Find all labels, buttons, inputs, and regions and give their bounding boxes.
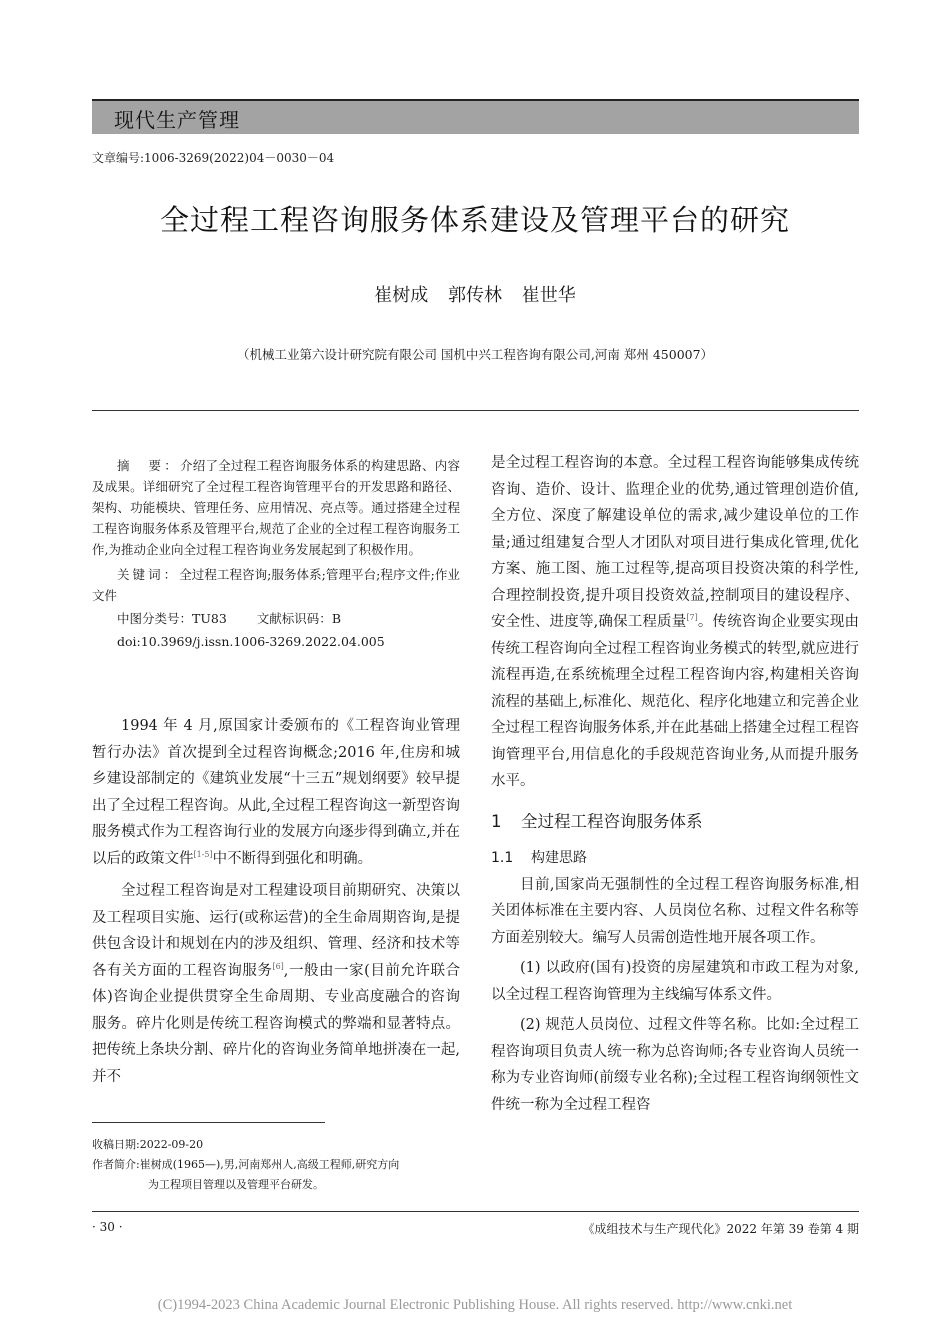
classification: [92, 608, 460, 629]
paragraph: (2) 规范人员岗位、过程文件等名称。比如:全过程工程咨询项目负责人统一称为总咨询师;各专业咨询人员统一称为专业咨询师(前缀专业名称);全过程工程咨询纲领性文件统一称为全过程工程咨: [491, 1017, 859, 1113]
section-header-bar: [92, 99, 859, 134]
left-column: [92, 713, 460, 1090]
copyright-notice: (C)1994-2023 China Academic Journal Electronic Publishing House. All rights reserved. http://www.cnki.net: [157, 1297, 793, 1313]
abstract: [92, 455, 460, 560]
citation[interactable]: [6]: [272, 961, 284, 971]
doi: doi:10.3969/j.issn.1006-3269.2022.04.005: [117, 634, 385, 649]
keywords-label: 关键词：: [117, 567, 180, 582]
clc-value: TU83: [192, 611, 227, 626]
abstract-text: 介绍了全过程工程咨询服务体系的构建思路、内容及成果。详细研究了全过程工程咨询管理平台的开发思路和路径、架构、功能模块、管理任务、应用情况、亮点等。通过搭建全过程工程咨询服务体系及管理平台,规范了企业的全过程工程咨询服务工作,为推动企业向全过程工程咨询业务发展起到了积极作用。: [92, 458, 460, 557]
keywords-text: 全过程工程咨询;服务体系;管理平台;程序文件;作业文件: [92, 567, 460, 603]
footer-divider: [92, 1211, 859, 1212]
paragraph: 目前,国家尚无强制性的全过程工程咨询服务标准,相关团体标准在主要内容、人员岗位名称、过程文件名称等方面差别较大。编写人员需创造性地开展各项工作。: [491, 876, 859, 946]
citation[interactable]: [7]: [686, 613, 698, 623]
header-divider: [92, 410, 859, 411]
paper-title: 全过程工程咨询服务体系建设及管理平台的研究: [159, 203, 790, 237]
author: 郭传林: [448, 285, 502, 306]
section-title: 现代生产管理: [114, 108, 240, 132]
clc-label: 中图分类号：: [117, 611, 193, 626]
affiliation: （机械工业第六设计研究院有限公司 国机中兴工程咨询有限公司,河南 郑州 450007）: [236, 347, 714, 362]
doc-code-label: 文献标识码：: [256, 611, 332, 626]
paragraph: 是全过程工程咨询的本意。全过程工程咨询能够集成传统咨询、造价、设计、监理企业的优势,通过管理创造价值,全方位、深度了解建设单位的需求,减少建设单位的工作量;通过组建复合型人才团队对项目进行集成化管理,优化方案、施工图、施工过程等,提高项目投资决策的科学性,合理控制投资,提升项目投资效益,控制项目的建设程序、安全性、进度等,确保工程质量[7]。传统咨询企业要实现由传统工程咨询向全过程工程咨询业务模式的转型,就应进行流程再造,在系统梳理全过程工程咨询内容,构建相关咨询流程的基础上,标准化、规范化、程序化地建立和完善企业全过程工程咨询服务体系,并在此基础上搭建全过程工程咨询管理平台,用信息化的手段规范咨询业务,从而提升服务水平。: [491, 455, 859, 789]
abstract-label: 摘 要：: [117, 458, 180, 473]
received-date: 收稿日期:2022-09-20: [92, 1138, 204, 1151]
doc-code-value: B: [331, 611, 341, 626]
abstract-block: [92, 455, 460, 652]
page-number: · 30 ·: [92, 1220, 123, 1234]
article-number: 文章编号:1006-3269(2022)04－0030－04: [92, 151, 335, 165]
citation[interactable]: [1-5]: [193, 849, 213, 859]
author-bio: 作者简介:崔树成(1965—),男,河南郑州人,高级工程师,研究方向: [92, 1158, 400, 1171]
keywords: [92, 564, 460, 606]
paragraph: (1) 以政府(国有)投资的房屋建筑和市政工程为对象,以全过程工程咨询管理为主线编写体系文件。: [491, 960, 859, 1003]
section-heading: 1 全过程工程咨询服务体系: [491, 811, 703, 831]
paragraph: 1994 年 4 月,原国家计委颁布的《工程咨询业管理暂行办法》首次提到全过程咨询概念;2016 年,住房和城乡建设部制定的《建筑业发展“十三五”规划纲要》较早提出了全过程工程咨询。从此,全过程工程咨询这一新型咨询服务模式作为工程咨询行业的发展方向逐步得到确立,并在以后的政策文件[1-5]中不断得到强化和明确。: [92, 718, 460, 867]
subsection-heading: 1.1 构建思路: [491, 850, 587, 866]
author-list: [0, 281, 950, 307]
journal-info: 《成组技术与生产现代化》2022 年第 39 卷第 4 期: [582, 1222, 859, 1236]
author: 崔世华: [521, 285, 576, 306]
author-bio-continued: 为工程项目管理以及管理平台研发。: [148, 1178, 324, 1191]
paragraph: 全过程工程咨询是对工程建设项目前期研究、决策以及工程项目实施、运行(或称运营)的全生命周期咨询,是提供包含设计和规划在内的涉及组织、管理、经济和技术等各有关方面的工程咨询服务[6],一般由一家(目前允许联合体)咨询企业提供贯穿全生命周期、专业高度融合的咨询服务。碎片化则是传统工程咨询模式的弊端和显著特点。把传统上条块分割、碎片化的咨询业务简单地拼凑在一起,并不: [92, 883, 461, 1085]
footnote-divider: [92, 1122, 325, 1123]
right-column: [491, 450, 859, 1118]
author: 崔树成: [374, 285, 429, 306]
footnotes: [92, 1135, 462, 1195]
